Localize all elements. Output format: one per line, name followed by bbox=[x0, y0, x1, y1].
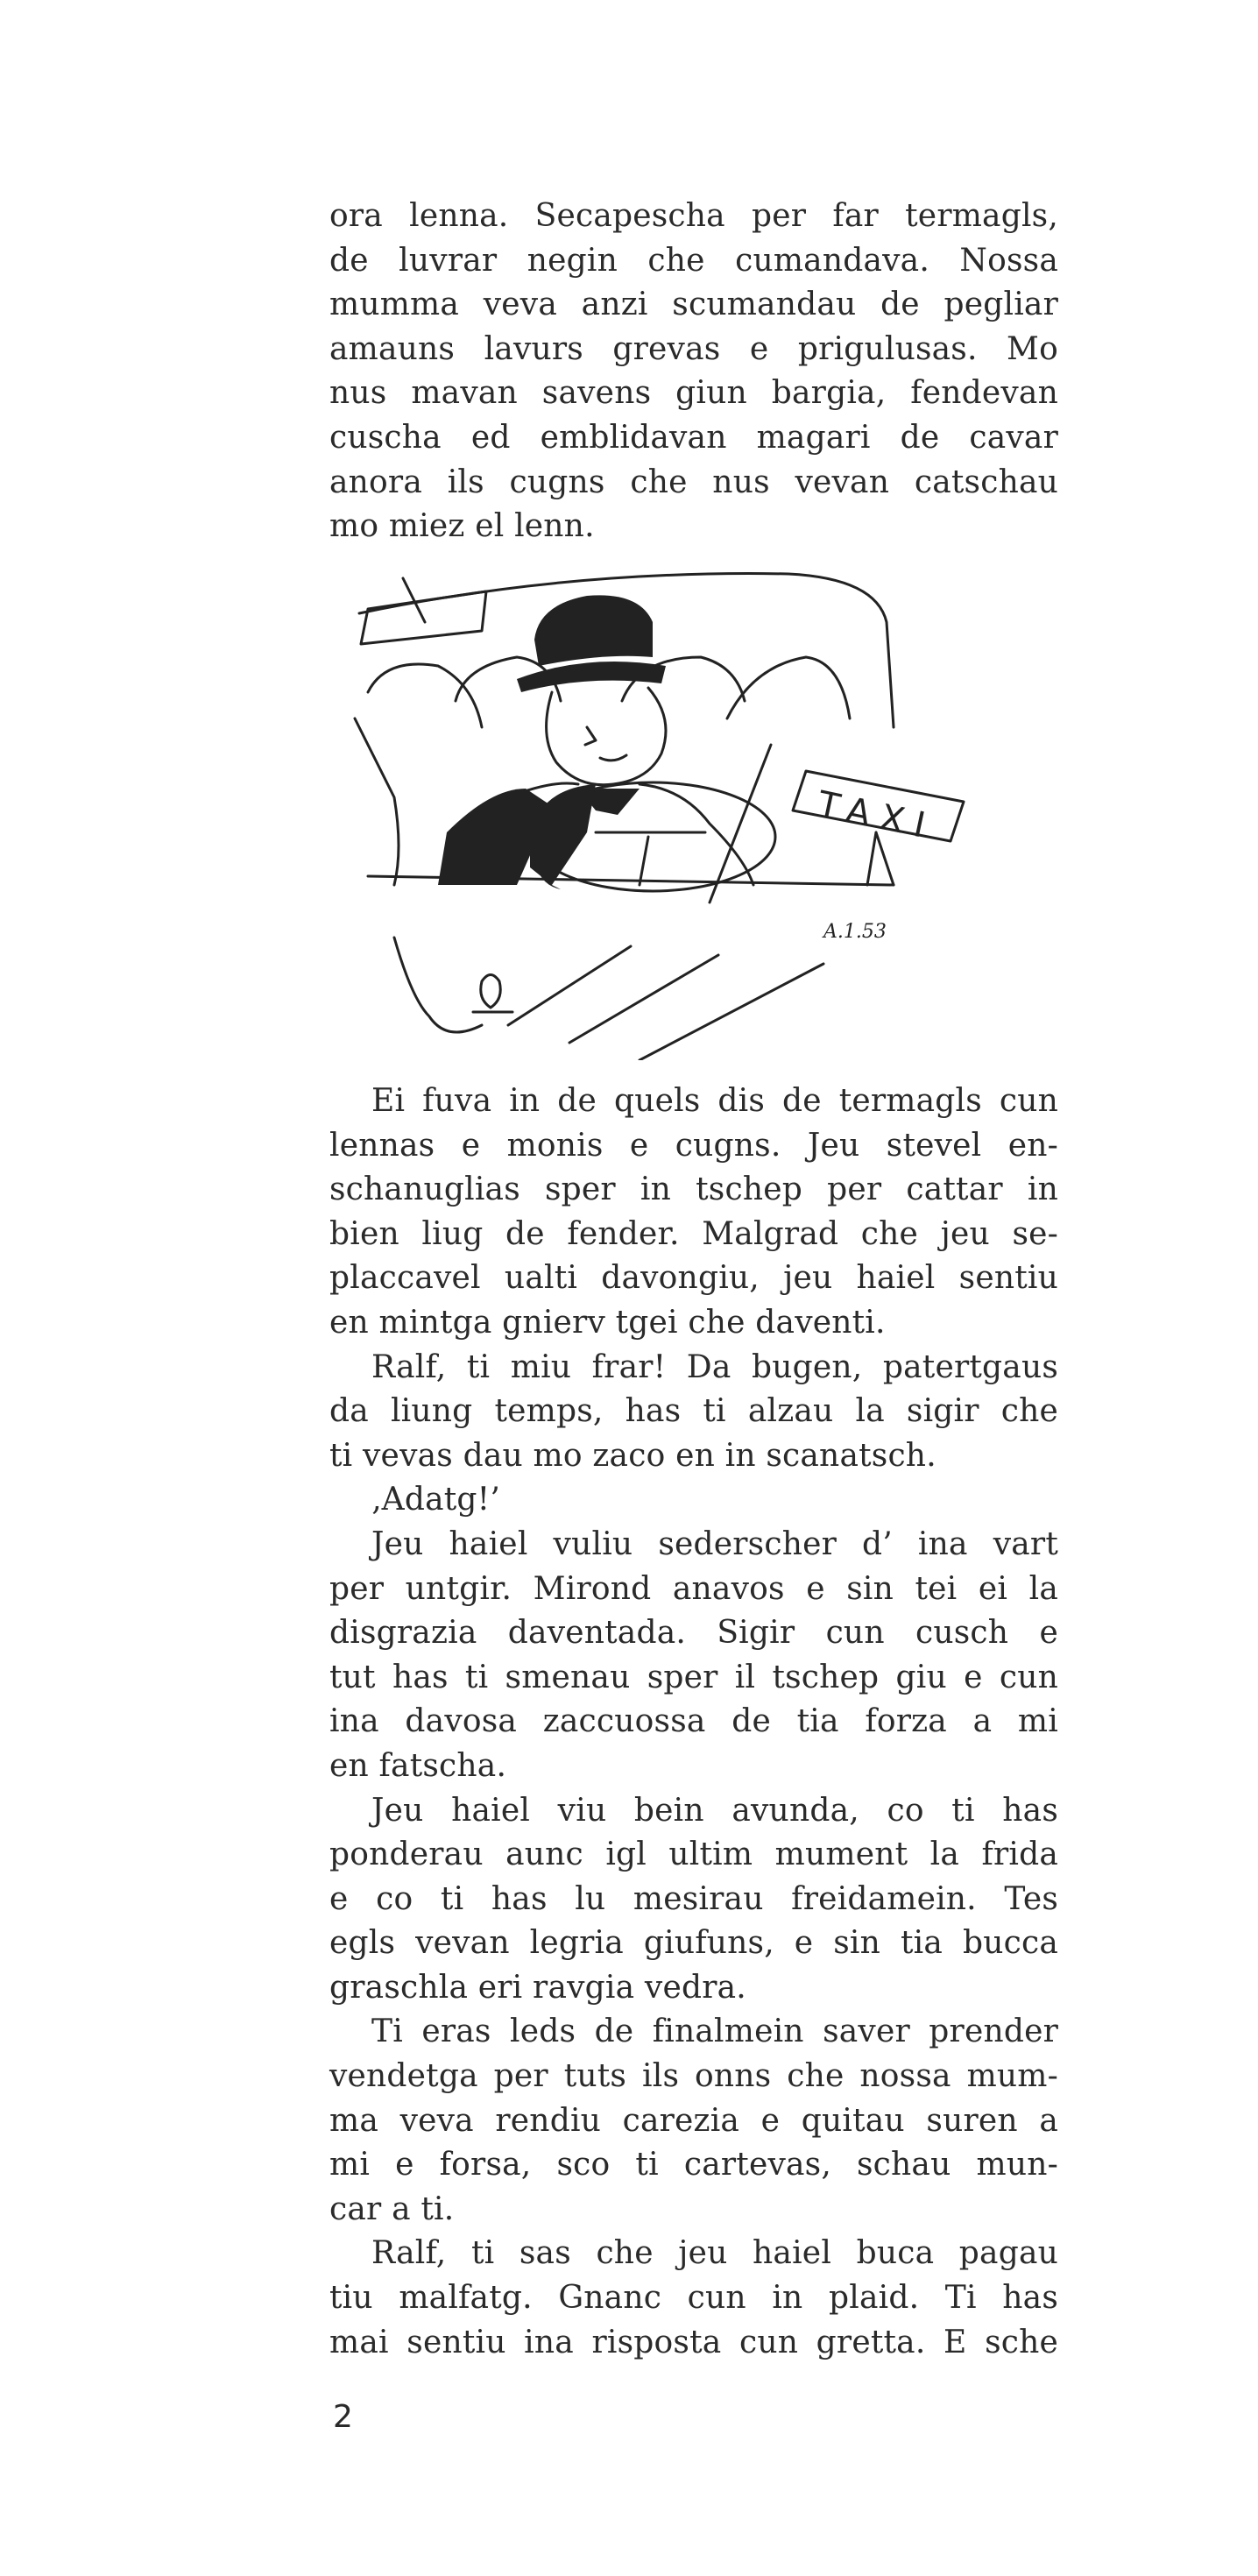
text-line: nus mavan savens giun bargia, fendevan bbox=[329, 375, 1058, 412]
text-line: tiu malfatg. Gnanc cun in plaid. Ti has bbox=[329, 2280, 1058, 2317]
text-line: cuscha ed emblidavan magari de cavar bbox=[329, 419, 1058, 456]
text-line: lennas e monis e cugns. Jeu stevel en- bbox=[329, 1127, 1058, 1164]
text-line: mai sentiu ina risposta cun gretta. E sche bbox=[329, 2324, 1058, 2360]
paragraph bbox=[329, 1523, 1058, 1789]
text-line: ora lenna. Secapescha per far termagls, bbox=[329, 198, 1058, 234]
text-line: en fatscha. bbox=[329, 1747, 507, 1784]
paragraph bbox=[329, 2232, 1058, 2365]
text-line: tut has ti smenau sper il tschep giu e cun bbox=[329, 1659, 1058, 1695]
text-line: vendetga per tuts ils onns che nossa mum- bbox=[329, 2058, 1058, 2095]
text-line: Jeu haiel viu bein avunda, co ti has bbox=[371, 1792, 1058, 1829]
text-block-bottom bbox=[329, 1079, 1058, 2365]
paragraph bbox=[329, 1346, 1058, 1479]
text-line: ma veva rendiu carezia e quitau suren a bbox=[329, 2102, 1058, 2139]
paragraph bbox=[329, 1079, 1058, 1346]
text-line: ‚Adatg!’ bbox=[371, 1482, 500, 1518]
text-line: ponderau aunc igl ultim mument la frida bbox=[329, 1836, 1058, 1873]
paragraph bbox=[329, 195, 1058, 549]
text-line: ina davosa zaccuossa de tia forza a mi bbox=[329, 1703, 1058, 1740]
text-line: e co ti has lu mesirau freidamein. Tes bbox=[329, 1880, 1058, 1917]
text-line: per untgir. Mirond anavos e sin tei ei la bbox=[329, 1570, 1058, 1607]
text-line: Jeu haiel vuliu sederscher d’ ina vart bbox=[371, 1525, 1058, 1562]
paragraph bbox=[329, 1478, 1058, 1523]
text-line: anora ils cugns che nus vevan catschau bbox=[329, 464, 1058, 500]
text-line: de luvrar negin che cumandava. Nossa bbox=[329, 242, 1058, 279]
text-block-top bbox=[329, 195, 1058, 549]
text-line: disgrazia daventada. Sigir cun cusch e bbox=[329, 1615, 1058, 1652]
text-line: Ralf, ti sas che jeu haiel buca pagau bbox=[371, 2235, 1058, 2272]
text-line: Ralf, ti miu frar! Da bugen, patertgaus bbox=[371, 1348, 1058, 1385]
text-line: bien liug de fender. Malgrad che jeu se- bbox=[329, 1215, 1058, 1252]
text-line: da liung temps, has ti alzau la sigir che bbox=[329, 1393, 1058, 1430]
taxi-sign-text: TAXI bbox=[814, 783, 939, 848]
artist-signature: A.1.53 bbox=[823, 921, 887, 943]
text-line: en mintga gnierv tgei che daventi. bbox=[329, 1304, 886, 1341]
text-line: ti vevas dau mo zaco en in scanatsch. bbox=[329, 1437, 936, 1474]
paragraph bbox=[329, 1789, 1058, 2011]
text-line: mi e forsa, sco ti cartevas, schau mun- bbox=[329, 2147, 1058, 2183]
taxi-driver-illustration bbox=[350, 570, 1051, 1060]
text-line: mumma veva anzi scumandau de pegliar bbox=[329, 287, 1058, 323]
paragraph bbox=[329, 2010, 1058, 2232]
text-line: placcavel ualti davongiu, jeu haiel sentiu bbox=[329, 1260, 1058, 1297]
text-line: amauns lavurs grevas e prigulusas. Mo bbox=[329, 330, 1058, 367]
text-line: egls vevan legria giufuns, e sin tia bucca bbox=[329, 1925, 1058, 1962]
text-line: Ti eras leds de finalmein saver prender bbox=[371, 2013, 1058, 2050]
text-line: mo miez el lenn. bbox=[329, 508, 595, 545]
text-line: Ei fuva in de quels dis de termagls cun bbox=[371, 1083, 1058, 1119]
text-line: graschla eri ravgia vedra. bbox=[329, 1969, 746, 2006]
text-line: car a ti. bbox=[329, 2190, 455, 2227]
text-line: schanuglias sper in tschep per cattar in bbox=[329, 1171, 1058, 1208]
page-number: 2 bbox=[333, 2399, 353, 2435]
